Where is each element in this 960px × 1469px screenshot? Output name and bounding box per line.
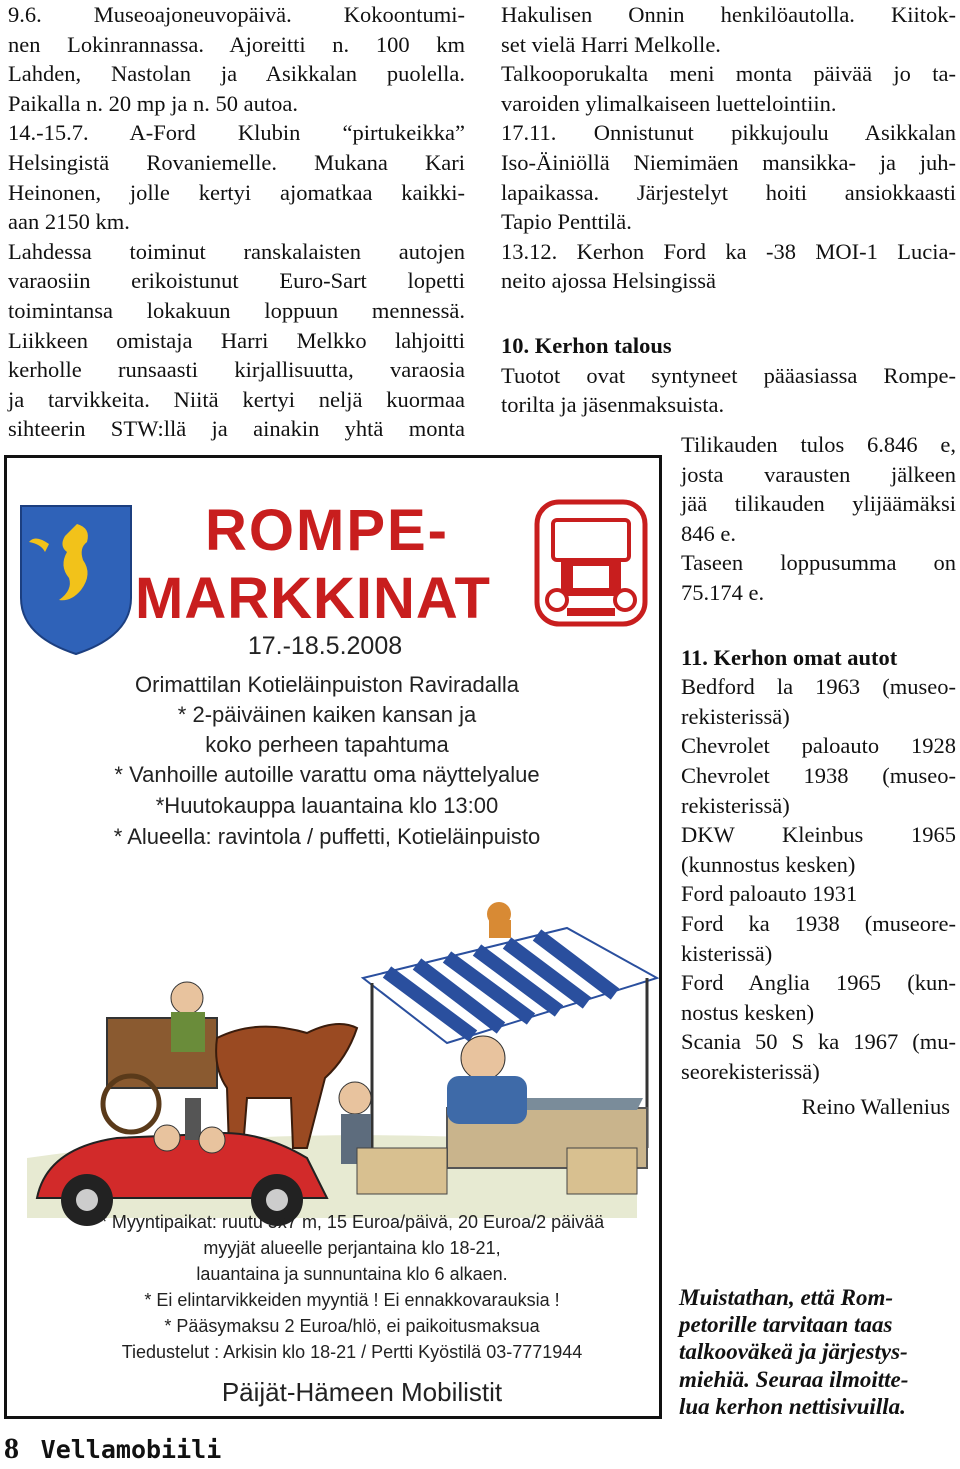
text-line: Ford paloauto 1931 — [681, 881, 858, 907]
text-line: nen Lokinrannassa. Ajoreitti n. 100 km — [8, 31, 465, 57]
coat-of-arms-icon — [21, 506, 131, 654]
text-line: Iso-Äiniöllä Niemimäen mansikka- ja juh- — [501, 149, 956, 175]
text-line: Hakulisen Onnin henkilöautolla. Kiitok- — [501, 2, 956, 27]
text-line: Lahdessa toiminut ranskalaisten autojen — [8, 238, 465, 264]
poster-title-line1: ROMPE- — [205, 498, 449, 563]
event-poster — [4, 455, 662, 1419]
text-line: jää tilikauden ylijäämäksi — [681, 491, 956, 517]
poster-bottom-line: * Myyntipaikat: ruutu 5x7 m, 15 Euroa/päivä, 20 Euroa/2 päivää — [99, 1212, 605, 1232]
text-line: Paikalla n. 20 mp ja n. 50 autoa. — [8, 90, 298, 116]
text-line: ja tarvikkeita. Niitä kertyi neljä kuormaa — [8, 386, 465, 412]
poster-bottom-line: myyjät alueelle perjantaina klo 18-21, — [203, 1238, 501, 1258]
note-line: petorille tarvitaan taas — [679, 1312, 893, 1338]
text-line: 75.174 e. — [681, 579, 765, 605]
page-footer — [4, 1432, 221, 1468]
page-number: 8 — [4, 1432, 19, 1465]
text-line: Chevrolet paloauto 1928 — [681, 733, 956, 759]
poster-date: 17.-18.5.2008 — [247, 632, 403, 660]
poster-info-line: * Alueella: ravintola / puffetti, Kotieläinpuisto — [113, 824, 541, 849]
vintage-car-emblem-icon — [537, 502, 645, 624]
text-line: Talkooporukalta meni monta päivää jo ta- — [501, 61, 956, 87]
note-line: talkooväkeä ja järjestys- — [679, 1339, 908, 1365]
poster-bottom-line: Tiedustelut : Arkisin klo 18-21 / Pertti Kyöstilä 03-7771944 — [121, 1342, 583, 1362]
poster-info-line: Orimattilan Kotieläinpuiston Raviradalla — [135, 672, 519, 697]
magazine-name: Vellamobiili — [40, 1435, 222, 1464]
reminder-note — [679, 1284, 957, 1420]
text-line: rekisterissä) — [681, 703, 790, 729]
cars-column — [681, 430, 956, 1122]
text-line: Heinonen, jolle kertyi ajomatkaa kaikki- — [8, 179, 465, 205]
text-line: DKW Kleinbus 1965 — [681, 822, 956, 848]
text-line: kisterissä) — [681, 940, 773, 966]
poster-info-line: * Vanhoille autoille varattu oma näyttelyalue — [114, 762, 540, 787]
text-line: Tilikauden tulos 6.846 e, — [681, 432, 956, 457]
text-line: Ford Anglia 1965 (kun- — [681, 970, 956, 996]
left-column — [8, 0, 465, 444]
text-line: rekisterissä) — [681, 792, 790, 818]
text-line: varaosiin erikoistunut Euro-Sart lopetti — [8, 268, 465, 294]
text-line: Lahden, Nastolan ja Asikkalan puolella. — [8, 61, 465, 87]
poster-bottom-line: * Ei elintarvikkeiden myyntiä ! Ei ennakkovarauksia ! — [144, 1290, 560, 1310]
section-10-heading: 10. Kerhon talous — [501, 332, 672, 358]
poster-bottom-line: lauantaina ja sunnuntaina klo 6 alkaen. — [196, 1264, 508, 1284]
poster-info-line: koko perheen tapahtuma — [205, 732, 449, 757]
poster-info-line: *Huutokauppa lauantaina klo 13:00 — [155, 793, 499, 818]
text-line: Bedford la 1963 (museo- — [681, 674, 956, 700]
text-line: Tapio Penttilä. — [501, 209, 632, 235]
text-line: 17.11. Onnistunut pikkujoulu Asikkalan — [501, 120, 956, 146]
text-line: 13.12. Kerhon Ford ka -38 MOI-1 Lucia- — [501, 238, 956, 264]
text-line: aan 2150 km. — [8, 209, 130, 235]
text-line: 9.6. Museoajoneuvopäivä. Kokoontumi- — [8, 2, 465, 27]
text-line: Taseen loppusumma on — [681, 550, 956, 576]
text-line: varoiden ylimalkaiseen luettelointiin. — [501, 90, 837, 116]
text-line: lapaikassa. Järjestelyt hoiti ansiokkaasti — [501, 179, 956, 205]
text-line: nostus kesken) — [681, 999, 815, 1025]
market-scene-illustration — [27, 902, 657, 1226]
signature: Reino Wallenius — [801, 1094, 950, 1120]
text-line: Helsingistä Rovaniemelle. Mukana Kari — [8, 149, 465, 175]
text-line: torilta ja jäsenmaksuista. — [501, 392, 725, 418]
right-column — [501, 0, 956, 420]
note-line: lua kerhon nettisivuilla. — [679, 1393, 906, 1419]
text-line: Scania 50 S ka 1967 (mu- — [681, 1029, 956, 1055]
text-line: neito ajossa Helsingissä — [501, 268, 716, 294]
poster-info-line: * 2-päiväinen kaiken kansan ja — [177, 702, 477, 727]
poster-organizer: Päijät-Hämeen Mobilistit — [221, 1377, 503, 1407]
poster-bottom-line: * Pääsymaksu 2 Euroa/hlö, ei paikoitusmaksua — [164, 1316, 540, 1336]
poster-title-line2: MARKKINAT — [135, 566, 491, 631]
note-line: miehiä. Seuraa ilmoitte- — [679, 1366, 909, 1392]
note-line: Muistathan, että Rom- — [679, 1285, 894, 1310]
text-line: 14.-15.7. A-Ford Klubin “pirtukeikka” — [8, 120, 465, 146]
text-line: toimintansa lokakuun loppuun mennessä. — [8, 297, 465, 323]
text-line: sihteerin STW:llä ja ainakin yhtä monta — [8, 416, 465, 442]
text-line: set vielä Harri Melkolle. — [501, 31, 721, 57]
text-line: kerholle runsaasti kirjallisuutta, varaosia — [8, 357, 465, 383]
section-11-heading: 11. Kerhon omat autot — [681, 644, 898, 670]
text-line: Tuotot ovat syntyneet pääasiassa Rompe- — [501, 362, 956, 388]
text-line: 846 e. — [681, 520, 736, 546]
text-line: (kunnostus kesken) — [681, 851, 856, 877]
poster-artwork — [7, 458, 659, 1416]
text-line: josta varausten jälkeen — [681, 461, 956, 487]
text-line: Liikkeen omistaja Harri Melkko lahjoitti — [8, 327, 465, 353]
text-line: seorekisterissä) — [681, 1058, 820, 1084]
text-line: Chevrolet 1938 (museo- — [681, 762, 956, 788]
text-line: Ford ka 1938 (museore- — [681, 910, 956, 936]
